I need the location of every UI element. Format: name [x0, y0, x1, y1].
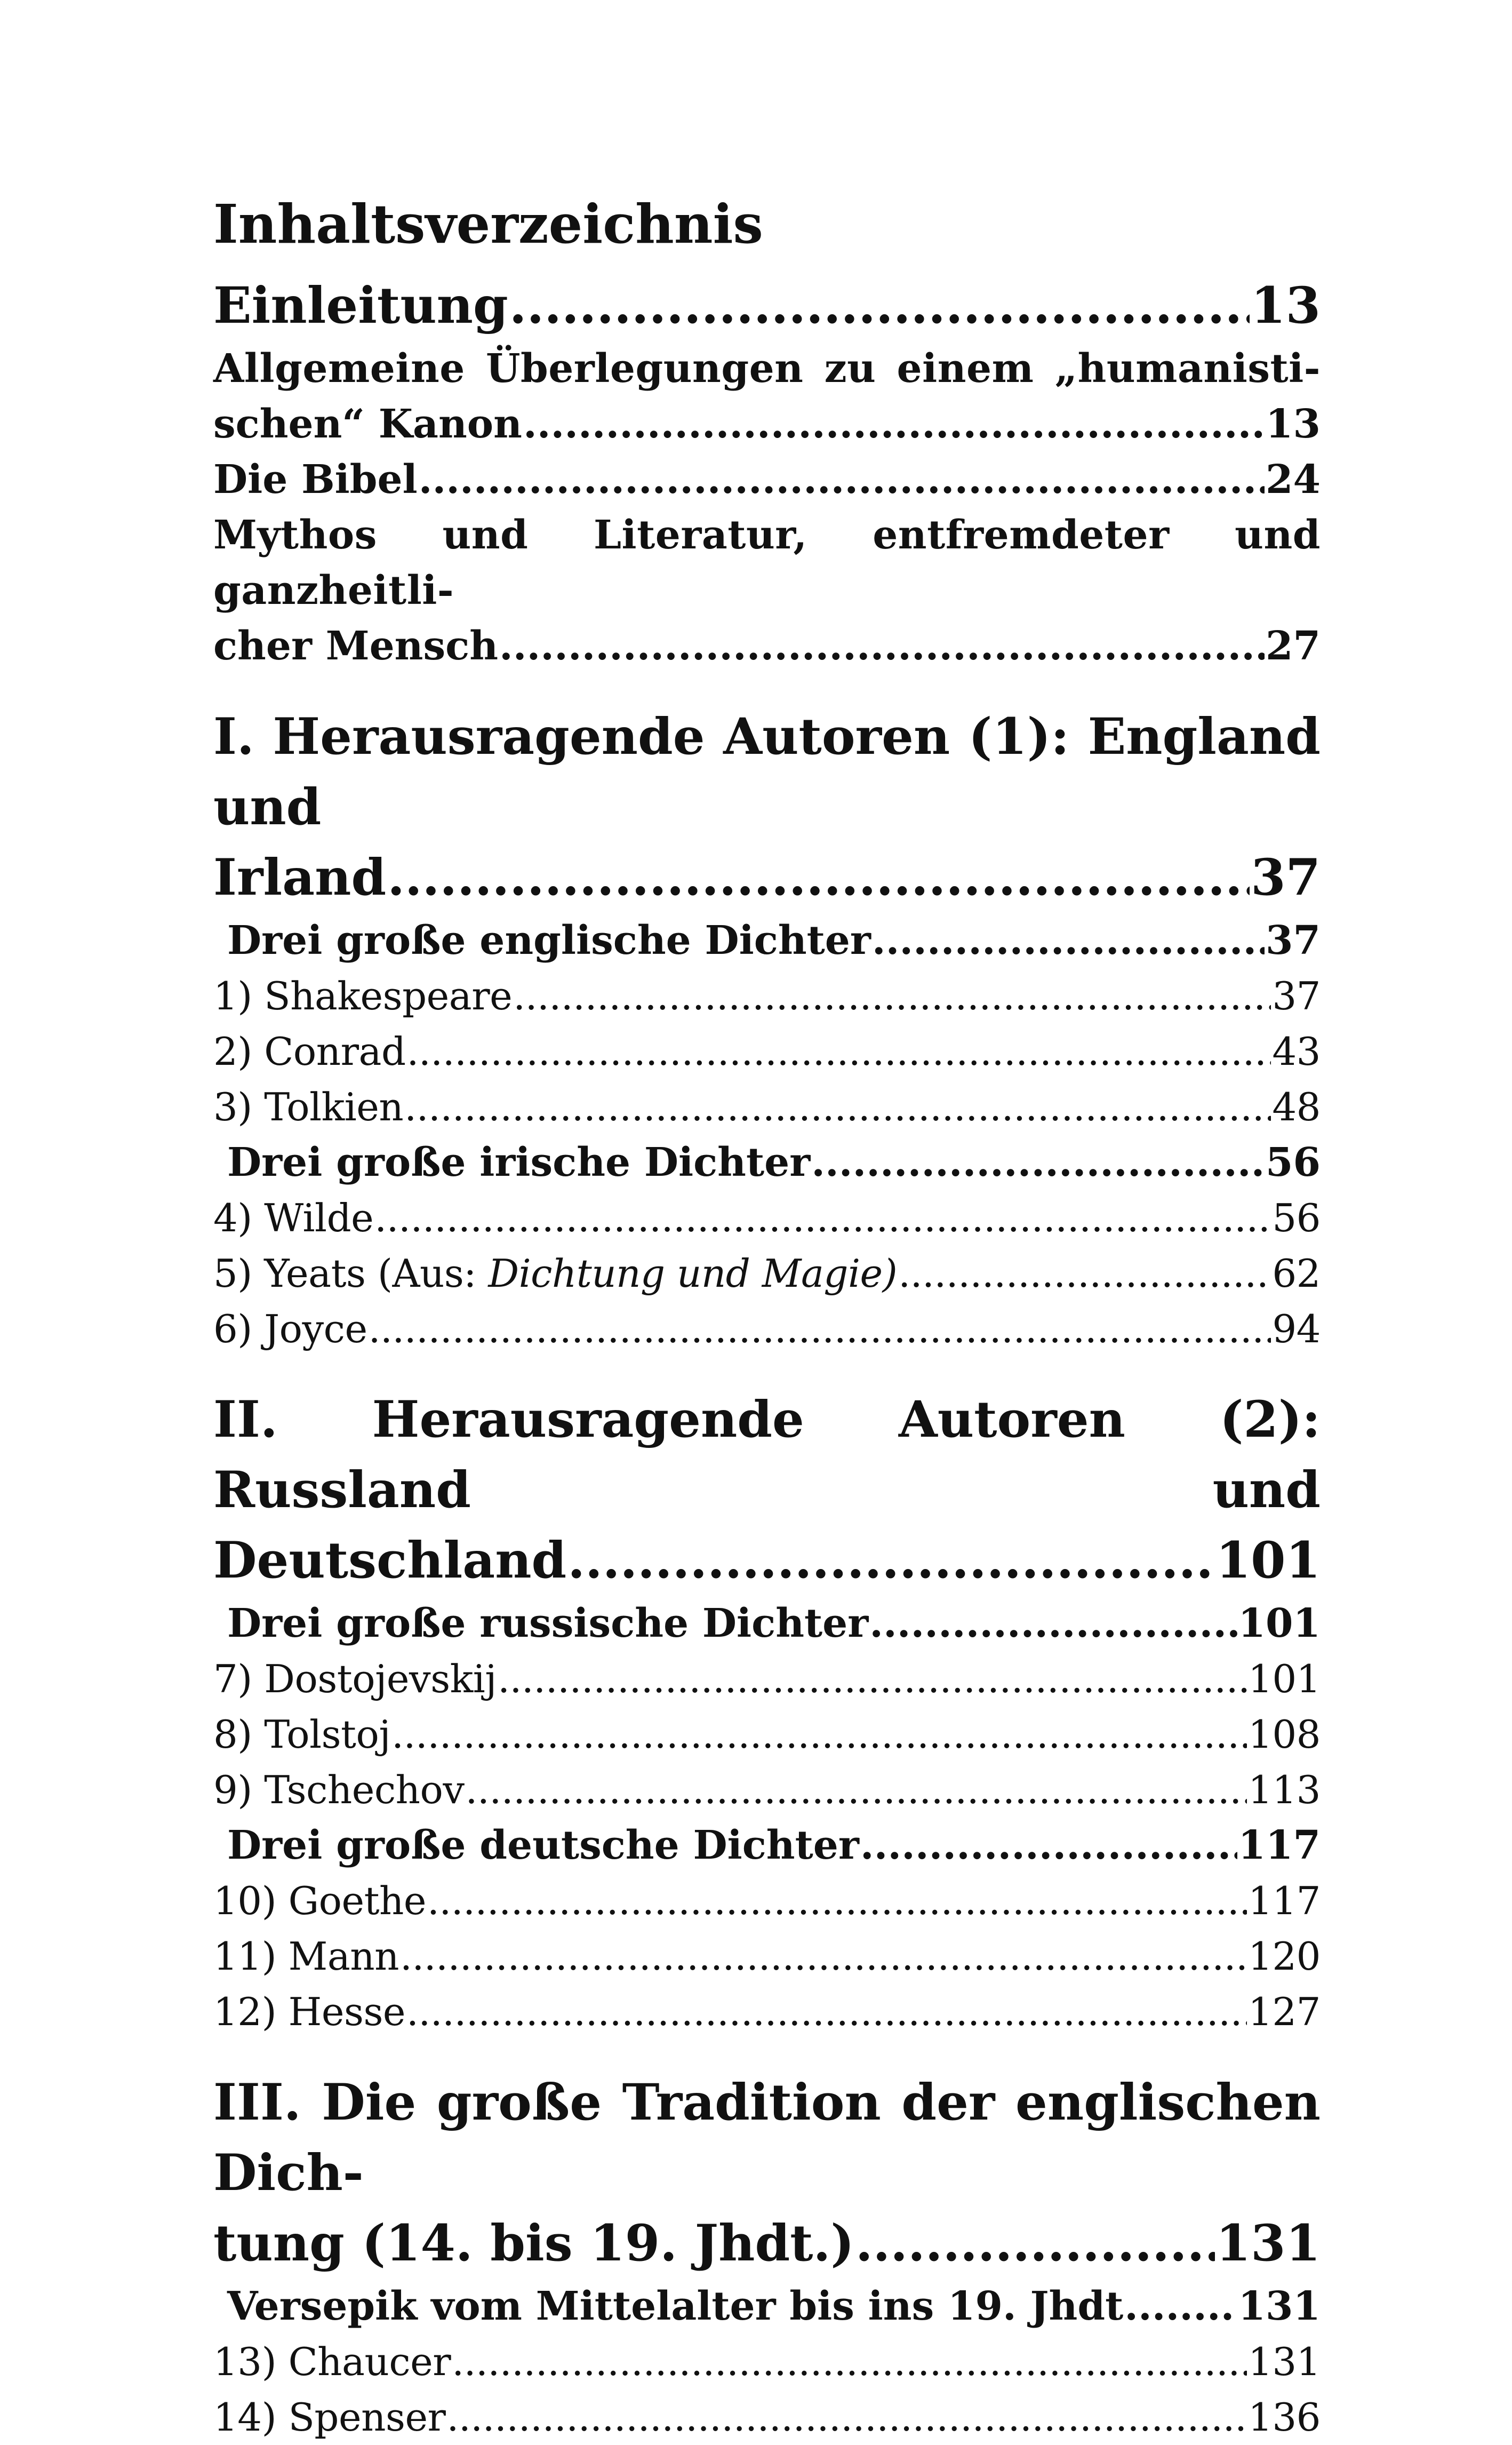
chapter-title-line2: tung (14. bis 19. Jhdt.)	[213, 2214, 854, 2273]
item-title	[213, 1246, 897, 1301]
page-number: 43	[1272, 1029, 1321, 1074]
section-title: Drei große deutsche Dichter	[227, 1822, 859, 1868]
dot-leader	[811, 1135, 1265, 1190]
item-title: 10) Goethe	[213, 1878, 426, 1923]
toc-entry-einleitung[interactable]	[213, 270, 1321, 341]
dot-leader	[419, 452, 1265, 507]
page-number: 37	[1251, 848, 1321, 907]
item-title: 4) Wilde	[213, 1196, 374, 1240]
item-title: 2) Conrad	[213, 1029, 406, 1074]
dot-leader	[404, 1079, 1271, 1135]
section-title: Drei große russische Dichter	[227, 1600, 869, 1646]
dot-leader	[406, 1984, 1247, 2040]
item-title: 8) Tolstoj	[213, 1712, 391, 1757]
toc-title: Inhaltsverzeichnis	[213, 193, 763, 256]
page-number: 136	[1248, 2395, 1321, 2440]
page-number: 37	[1266, 918, 1321, 963]
dot-leader	[509, 270, 1250, 341]
item-title: 12) Hesse	[213, 1989, 405, 2034]
page-number: 27	[1266, 623, 1321, 669]
page-number: 117	[1238, 1822, 1321, 1868]
toc-item-hesse[interactable]	[213, 1984, 1321, 2040]
page-number: 94	[1272, 1307, 1321, 1351]
dot-leader	[498, 1651, 1247, 1707]
dot-leader	[872, 913, 1265, 968]
page-number: 13	[1266, 401, 1321, 447]
toc-section-irische-dichter[interactable]	[213, 1135, 1321, 1190]
chapter-title-line1: III. Die große Tradition der englischen Dich-	[213, 2073, 1321, 2202]
page-number: 101	[1215, 1531, 1321, 1590]
chapter-title-line1: I. Herausragende Autoren (1): England und	[213, 707, 1321, 837]
dot-leader	[499, 618, 1265, 674]
dot-leader	[567, 1525, 1215, 1596]
toc-item-spenser[interactable]	[213, 2390, 1321, 2445]
toc-section-deutsche-dichter[interactable]	[213, 1818, 1321, 1873]
toc-item-wilde[interactable]	[213, 1190, 1321, 1246]
dot-leader	[391, 1707, 1247, 1762]
item-title: 11) Mann	[213, 1934, 399, 1979]
dot-leader	[400, 1929, 1247, 1984]
section-title: Versepik vom Mittelalter bis ins 19. Jhdt	[227, 2283, 1124, 2329]
entry-title: Die Bibel	[213, 457, 418, 503]
dot-leader	[466, 1762, 1247, 1818]
page-number: 101	[1248, 1656, 1321, 1701]
entry-title-line2: cher Mensch	[213, 623, 499, 669]
toc-item-conrad[interactable]	[213, 1024, 1321, 1079]
toc-item-dostojevskij[interactable]	[213, 1651, 1321, 1707]
chapter-title-line2: Irland	[213, 848, 387, 907]
page-number: 13	[1251, 276, 1321, 335]
item-title: 9) Tschechov	[213, 1767, 465, 1812]
entry-title-line1: Allgemeine Überlegungen zu einem „humanisti-	[213, 346, 1321, 392]
page-number: 56	[1266, 1140, 1321, 1185]
page-number: 101	[1238, 1600, 1321, 1646]
section-title: Drei große englische Dichter	[227, 918, 871, 963]
page-number: 37	[1272, 974, 1321, 1018]
toc-item-yeats[interactable]	[213, 1246, 1321, 1301]
page-number: 120	[1248, 1934, 1321, 1979]
toc-section-russische-dichter[interactable]	[213, 1596, 1321, 1651]
page-number: 131	[1215, 2214, 1321, 2273]
dot-leader	[898, 1246, 1271, 1301]
item-title: 3) Tolkien	[213, 1085, 404, 1129]
page-number: 62	[1272, 1251, 1321, 1296]
toc-item-goethe[interactable]	[213, 1873, 1321, 1929]
toc-section-englische-dichter[interactable]	[213, 913, 1321, 968]
item-title-prefix: 5) Yeats (Aus:	[213, 1251, 489, 1296]
dot-leader	[374, 1190, 1271, 1246]
page-number: 117	[1248, 1878, 1321, 1923]
toc-chapter-2[interactable]	[213, 1384, 1321, 1596]
dot-leader	[427, 1873, 1247, 1929]
chapter-title-line2: Deutschland	[213, 1531, 567, 1590]
page-number: 131	[1238, 2283, 1321, 2329]
toc-item-mann[interactable]	[213, 1929, 1321, 1984]
item-title: 13) Chaucer	[213, 2339, 451, 2384]
dot-leader	[860, 1818, 1237, 1873]
chapter-title-line1: II. Herausragende Autoren (2): Russland und	[213, 1390, 1321, 1519]
toc-chapter-3[interactable]	[213, 2067, 1321, 2279]
page-number: 127	[1248, 1989, 1321, 2034]
toc-item-joyce[interactable]	[213, 1301, 1321, 1357]
entry-title: Einleitung	[213, 276, 508, 335]
item-title: 1) Shakespeare	[213, 974, 513, 1018]
page-number: 131	[1248, 2339, 1321, 2384]
dot-leader	[387, 842, 1250, 913]
toc-chapter-1[interactable]	[213, 702, 1321, 913]
item-title-italic: Dichtung und Magie)	[488, 1251, 898, 1296]
page-number: 56	[1272, 1196, 1321, 1240]
toc-section-versepik[interactable]	[213, 2279, 1321, 2334]
item-title: 14) Spenser	[213, 2395, 446, 2440]
page-number: 24	[1266, 457, 1321, 503]
item-title: 6) Joyce	[213, 1307, 367, 1351]
section-title: Drei große irische Dichter	[227, 1140, 811, 1185]
toc-item-tolkien[interactable]	[213, 1079, 1321, 1135]
dot-leader	[869, 1596, 1237, 1651]
dot-leader	[1124, 2279, 1237, 2334]
toc-entry-humanistischer-kanon[interactable]	[213, 341, 1321, 452]
toc-item-chaucer[interactable]	[213, 2334, 1321, 2390]
page-number: 108	[1248, 1712, 1321, 1757]
page-number: 48	[1272, 1085, 1321, 1129]
table-of-contents	[213, 189, 1321, 2445]
toc-entry-die-bibel[interactable]	[213, 452, 1321, 507]
entry-title-line2: schen“ Kanon	[213, 401, 522, 447]
entry-title-line1: Mythos und Literatur, entfremdeter und ganzheitli-	[213, 512, 1321, 614]
dot-leader	[407, 1024, 1271, 1079]
toc-item-tolstoj[interactable]	[213, 1707, 1321, 1762]
dot-leader	[523, 396, 1265, 452]
toc-entry-mythos-und-literatur[interactable]	[213, 507, 1321, 674]
toc-item-shakespeare[interactable]	[213, 968, 1321, 1024]
dot-leader	[369, 1301, 1271, 1357]
dot-leader	[452, 2334, 1247, 2390]
item-title: 7) Dostojevskij	[213, 1656, 497, 1701]
dot-leader	[855, 2208, 1215, 2279]
dot-leader	[446, 2390, 1247, 2445]
toc-item-tschechov[interactable]	[213, 1762, 1321, 1818]
page-number: 113	[1248, 1767, 1321, 1812]
dot-leader	[513, 968, 1271, 1024]
